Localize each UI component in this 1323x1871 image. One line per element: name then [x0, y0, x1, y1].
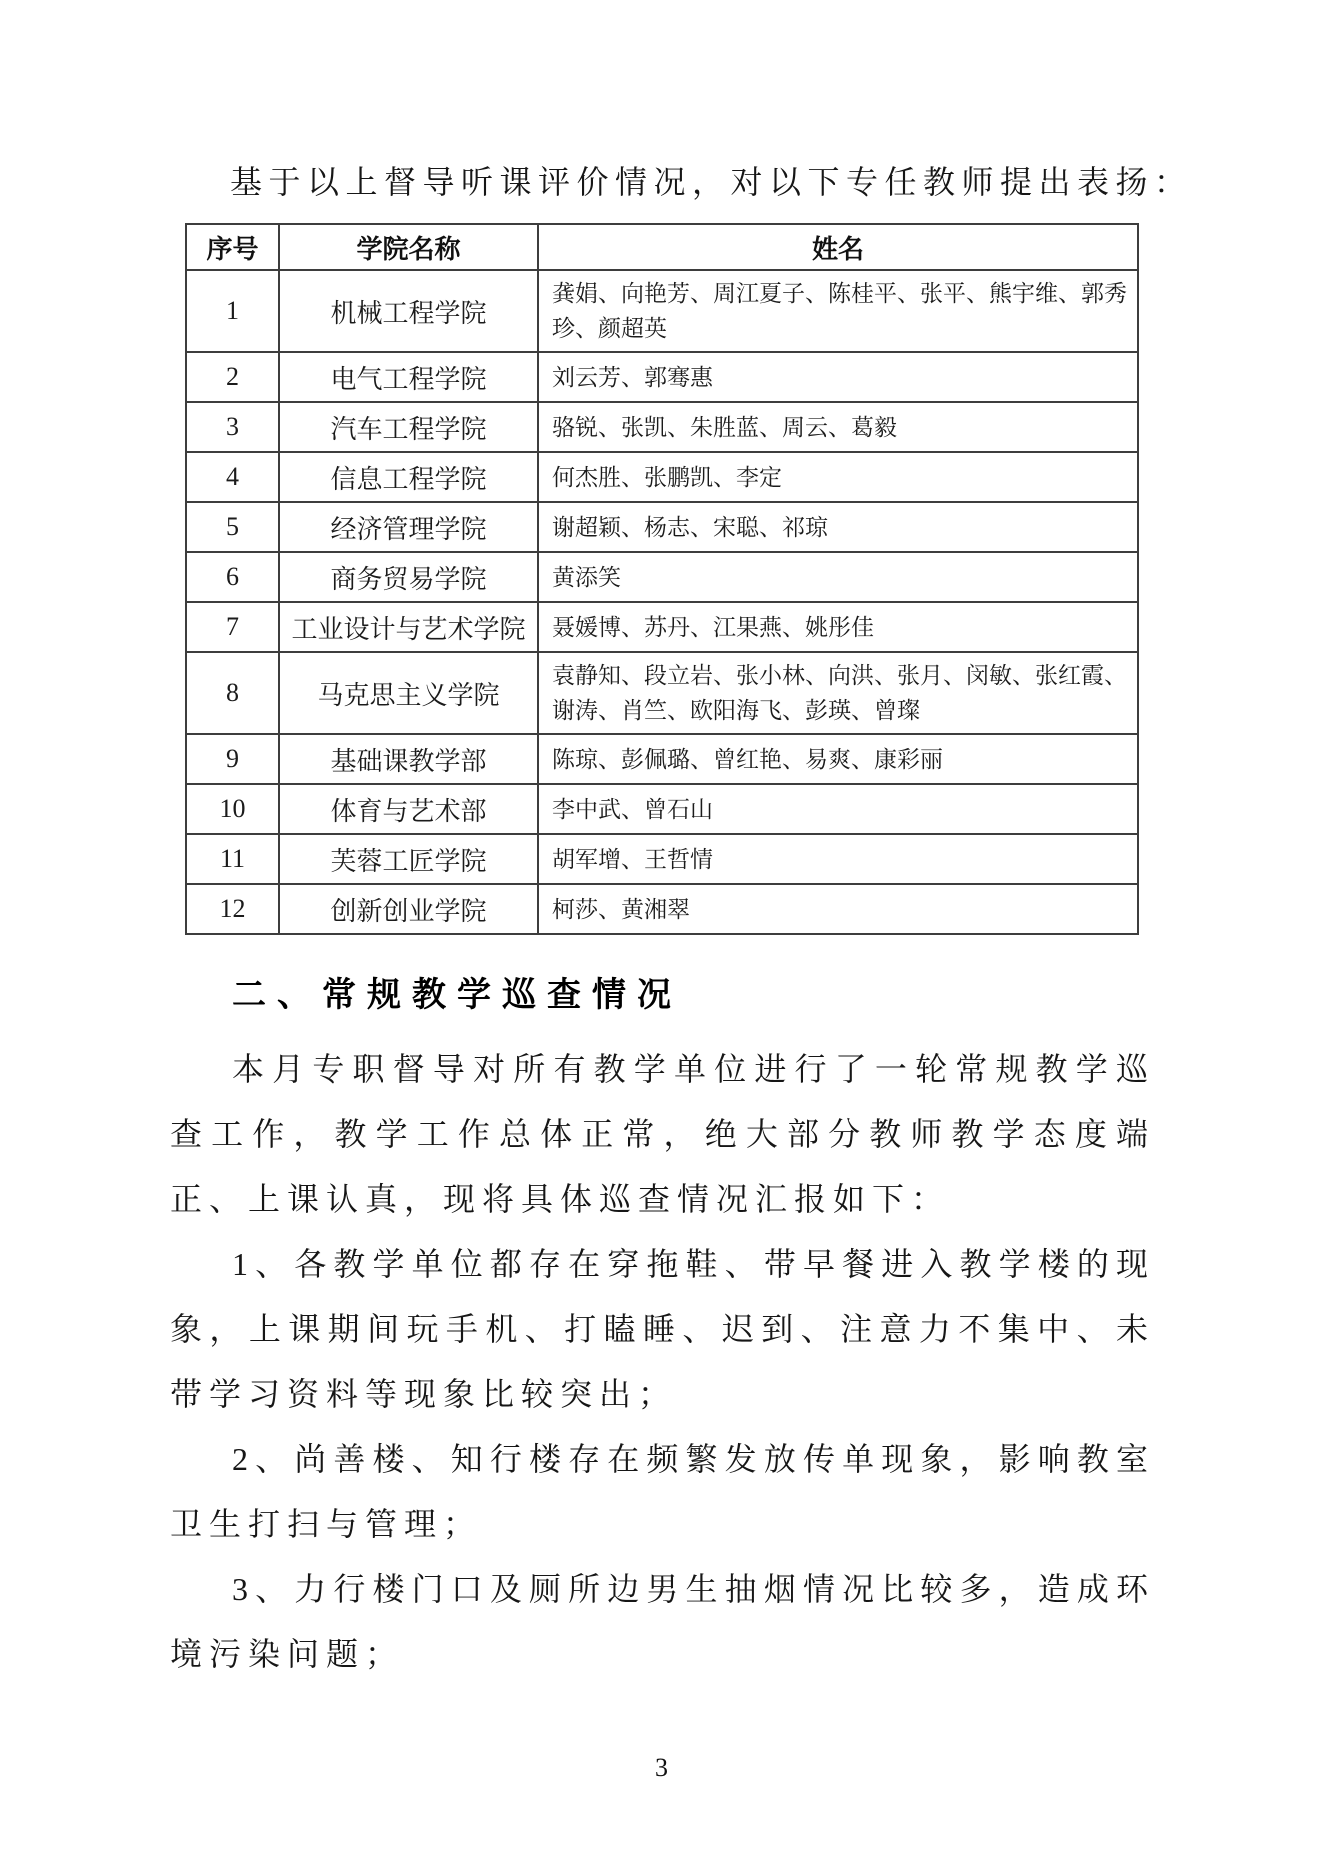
- intro-paragraph: 基于以上督导听课评价情况，对以下专任教师提出表扬：: [230, 164, 1193, 200]
- cell-college: 体育与艺术部: [279, 784, 538, 834]
- body-paragraph: 3、力行楼门口及厕所边男生抽烟情况比较多，造成环境污染问题；: [170, 1571, 1155, 1672]
- page-number: 3: [655, 1753, 668, 1782]
- cell-names: 骆锐、张凯、朱胜蓝、周云、葛毅: [538, 402, 1138, 452]
- table-row: [186, 452, 1138, 502]
- cell-names: 黄添笑: [538, 552, 1138, 602]
- cell-index: 8: [186, 652, 279, 734]
- cell-names: 何杰胜、张鹏凯、李定: [538, 452, 1138, 502]
- cell-index: 10: [186, 784, 279, 834]
- cell-college: 商务贸易学院: [279, 552, 538, 602]
- table-row: [186, 834, 1138, 884]
- table-row: [186, 784, 1138, 834]
- table-row: [186, 552, 1138, 602]
- cell-names: 龚娟、向艳芳、周江夏子、陈桂平、张平、熊宇维、郭秀珍、颜超英: [538, 270, 1138, 352]
- cell-names: 袁静知、段立岩、张小林、向洪、张月、闵敏、张红霞、谢涛、肖竺、欧阳海飞、彭瑛、曾璨: [538, 652, 1138, 734]
- cell-index: 5: [186, 502, 279, 552]
- body-text: [170, 1037, 1155, 1687]
- commendation-table: [185, 223, 1139, 935]
- cell-college: 汽车工程学院: [279, 402, 538, 452]
- cell-names: 陈琼、彭佩璐、曾红艳、易爽、康彩丽: [538, 734, 1138, 784]
- table-row: [186, 352, 1138, 402]
- cell-index: 7: [186, 602, 279, 652]
- body-paragraph: 本月专职督导对所有教学单位进行了一轮常规教学巡查工作，教学工作总体正常，绝大部分教师教学态度端正、上课认真，现将具体巡查情况汇报如下：: [170, 1051, 1155, 1217]
- cell-names: 李中武、曾石山: [538, 784, 1138, 834]
- col-header-index: 序号: [186, 224, 279, 270]
- cell-college: 经济管理学院: [279, 502, 538, 552]
- cell-names: 谢超颖、杨志、宋聪、祁琼: [538, 502, 1138, 552]
- table-row: [186, 270, 1138, 352]
- table-row: [186, 734, 1138, 784]
- cell-index: 6: [186, 552, 279, 602]
- cell-names: 聂媛博、苏丹、江果燕、姚彤佳: [538, 602, 1138, 652]
- table-header-row: [186, 224, 1138, 270]
- table-row: [186, 602, 1138, 652]
- table-row: [186, 502, 1138, 552]
- cell-index: 11: [186, 834, 279, 884]
- body-paragraph: 1、各教学单位都存在穿拖鞋、带早餐进入教学楼的现象，上课期间玩手机、打瞌睡、迟到、注意力不集中、未带学习资料等现象比较突出；: [170, 1246, 1155, 1412]
- cell-college: 信息工程学院: [279, 452, 538, 502]
- cell-index: 1: [186, 270, 279, 352]
- col-header-college: 学院名称: [279, 224, 538, 270]
- cell-college: 工业设计与艺术学院: [279, 602, 538, 652]
- cell-college: 芙蓉工匠学院: [279, 834, 538, 884]
- table-row: [186, 652, 1138, 734]
- cell-college: 基础课教学部: [279, 734, 538, 784]
- cell-college: 创新创业学院: [279, 884, 538, 934]
- cell-names: 柯莎、黄湘翠: [538, 884, 1138, 934]
- cell-index: 3: [186, 402, 279, 452]
- cell-college: 马克思主义学院: [279, 652, 538, 734]
- cell-college: 机械工程学院: [279, 270, 538, 352]
- cell-names: 胡军增、王哲情: [538, 834, 1138, 884]
- cell-index: 4: [186, 452, 279, 502]
- table-row: [186, 884, 1138, 934]
- body-paragraph: 2、尚善楼、知行楼存在频繁发放传单现象，影响教室卫生打扫与管理；: [170, 1441, 1155, 1542]
- cell-names: 刘云芳、郭骞惠: [538, 352, 1138, 402]
- cell-index: 12: [186, 884, 279, 934]
- table-row: [186, 402, 1138, 452]
- cell-index: 2: [186, 352, 279, 402]
- col-header-names: 姓名: [538, 224, 1138, 270]
- section-heading: 二、常规教学巡查情况: [232, 976, 682, 1014]
- cell-index: 9: [186, 734, 279, 784]
- cell-college: 电气工程学院: [279, 352, 538, 402]
